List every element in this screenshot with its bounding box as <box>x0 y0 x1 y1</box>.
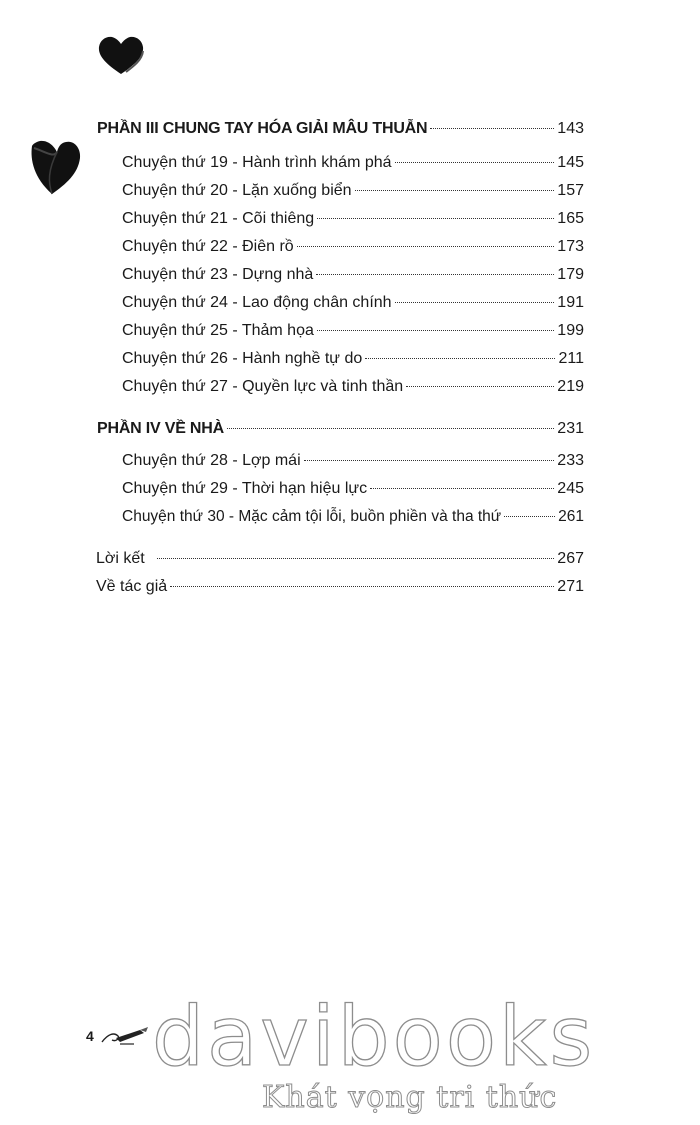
page-ref: 199 <box>557 322 584 339</box>
dot-leader <box>395 301 555 303</box>
dot-leader <box>317 329 554 331</box>
dot-leader <box>170 585 554 587</box>
toc-entry[interactable] <box>122 206 584 232</box>
dot-leader <box>370 487 554 489</box>
heart-icon <box>96 34 146 76</box>
toc-entry[interactable] <box>122 150 584 176</box>
toc-entry[interactable] <box>122 234 584 260</box>
page-ref: 245 <box>557 480 584 497</box>
page-ref: 145 <box>557 154 584 171</box>
chapter-title: Chuyện thứ 24 - Lao động chân chính <box>122 294 392 311</box>
page-ref: 231 <box>557 420 584 437</box>
dot-leader <box>430 127 554 129</box>
page-ref: 157 <box>557 182 584 199</box>
page-ref: 233 <box>557 452 584 469</box>
toc-entry[interactable] <box>122 346 584 372</box>
dot-leader <box>297 245 555 247</box>
dot-leader <box>355 189 555 191</box>
page-ref: 211 <box>558 350 584 367</box>
toc-entry[interactable] <box>122 290 584 316</box>
part-title: PHẦN IV VỀ NHÀ <box>97 420 224 437</box>
chapter-title: Chuyện thứ 23 - Dựng nhà <box>122 266 314 283</box>
toc-entry[interactable] <box>122 448 584 474</box>
pen-icon <box>100 1024 150 1046</box>
page-number: 4 <box>86 1028 94 1044</box>
chapter-title: Chuyện thứ 19 - Hành trình khám phá <box>122 154 392 171</box>
page-ref: 191 <box>557 294 584 311</box>
toc-entry[interactable] <box>122 262 584 288</box>
dot-leader <box>316 273 554 275</box>
dot-leader <box>227 427 554 429</box>
dot-leader <box>395 161 555 163</box>
toc-entry[interactable] <box>122 476 584 502</box>
toc-entry[interactable] <box>122 178 584 204</box>
chapter-title: Chuyện thứ 25 - Thảm họa <box>122 322 314 339</box>
watermark-tagline: Khát vọng tri thức <box>262 1080 558 1115</box>
dot-leader <box>317 217 554 219</box>
back-matter-title: Lời kết <box>96 550 145 567</box>
page-ref: 261 <box>558 508 584 525</box>
dot-leader <box>304 459 555 461</box>
toc-entry-about-author[interactable] <box>96 574 584 600</box>
chapter-title: Chuyện thứ 26 - Hành nghề tự do <box>122 350 363 367</box>
watermark-logo: davibooks <box>152 990 596 1085</box>
chapter-title: Chuyện thứ 27 - Quyền lực và tinh thần <box>122 378 404 395</box>
page-ref: 219 <box>557 378 584 395</box>
heart-shadow-icon <box>26 134 84 198</box>
toc-part-3[interactable] <box>97 116 584 142</box>
page-ref: 271 <box>557 578 584 595</box>
part-title: PHẦN III CHUNG TAY HÓA GIẢI MÂU THUẪN <box>97 120 428 137</box>
page-ref: 179 <box>557 266 584 283</box>
page-ref: 143 <box>557 120 584 137</box>
page-ref: 165 <box>557 210 584 227</box>
chapter-title: Chuyện thứ 20 - Lặn xuống biển <box>122 182 352 199</box>
chapter-title: Chuyện thứ 21 - Cõi thiêng <box>122 210 315 227</box>
dot-leader <box>504 515 555 517</box>
page-ref: 267 <box>557 550 584 567</box>
chapter-title: Chuyện thứ 22 - Điên rồ <box>122 238 294 255</box>
toc-entry[interactable] <box>122 374 584 400</box>
dot-leader <box>365 357 555 359</box>
chapter-title: Chuyện thứ 29 - Thời hạn hiệu lực <box>122 480 368 497</box>
chapter-title: Chuyện thứ 30 - Mặc cảm tội lỗi, buồn phiền và tha thứ <box>122 508 502 525</box>
toc-part-4[interactable] <box>97 416 584 442</box>
dot-leader <box>406 385 554 387</box>
dot-leader <box>157 557 555 559</box>
toc-entry[interactable] <box>122 504 584 530</box>
back-matter-title: Về tác giả <box>96 578 168 595</box>
page-ref: 173 <box>557 238 584 255</box>
toc-entry[interactable] <box>122 318 584 344</box>
chapter-title: Chuyện thứ 28 - Lợp mái <box>122 452 301 469</box>
toc-entry-epilogue[interactable] <box>96 546 584 572</box>
